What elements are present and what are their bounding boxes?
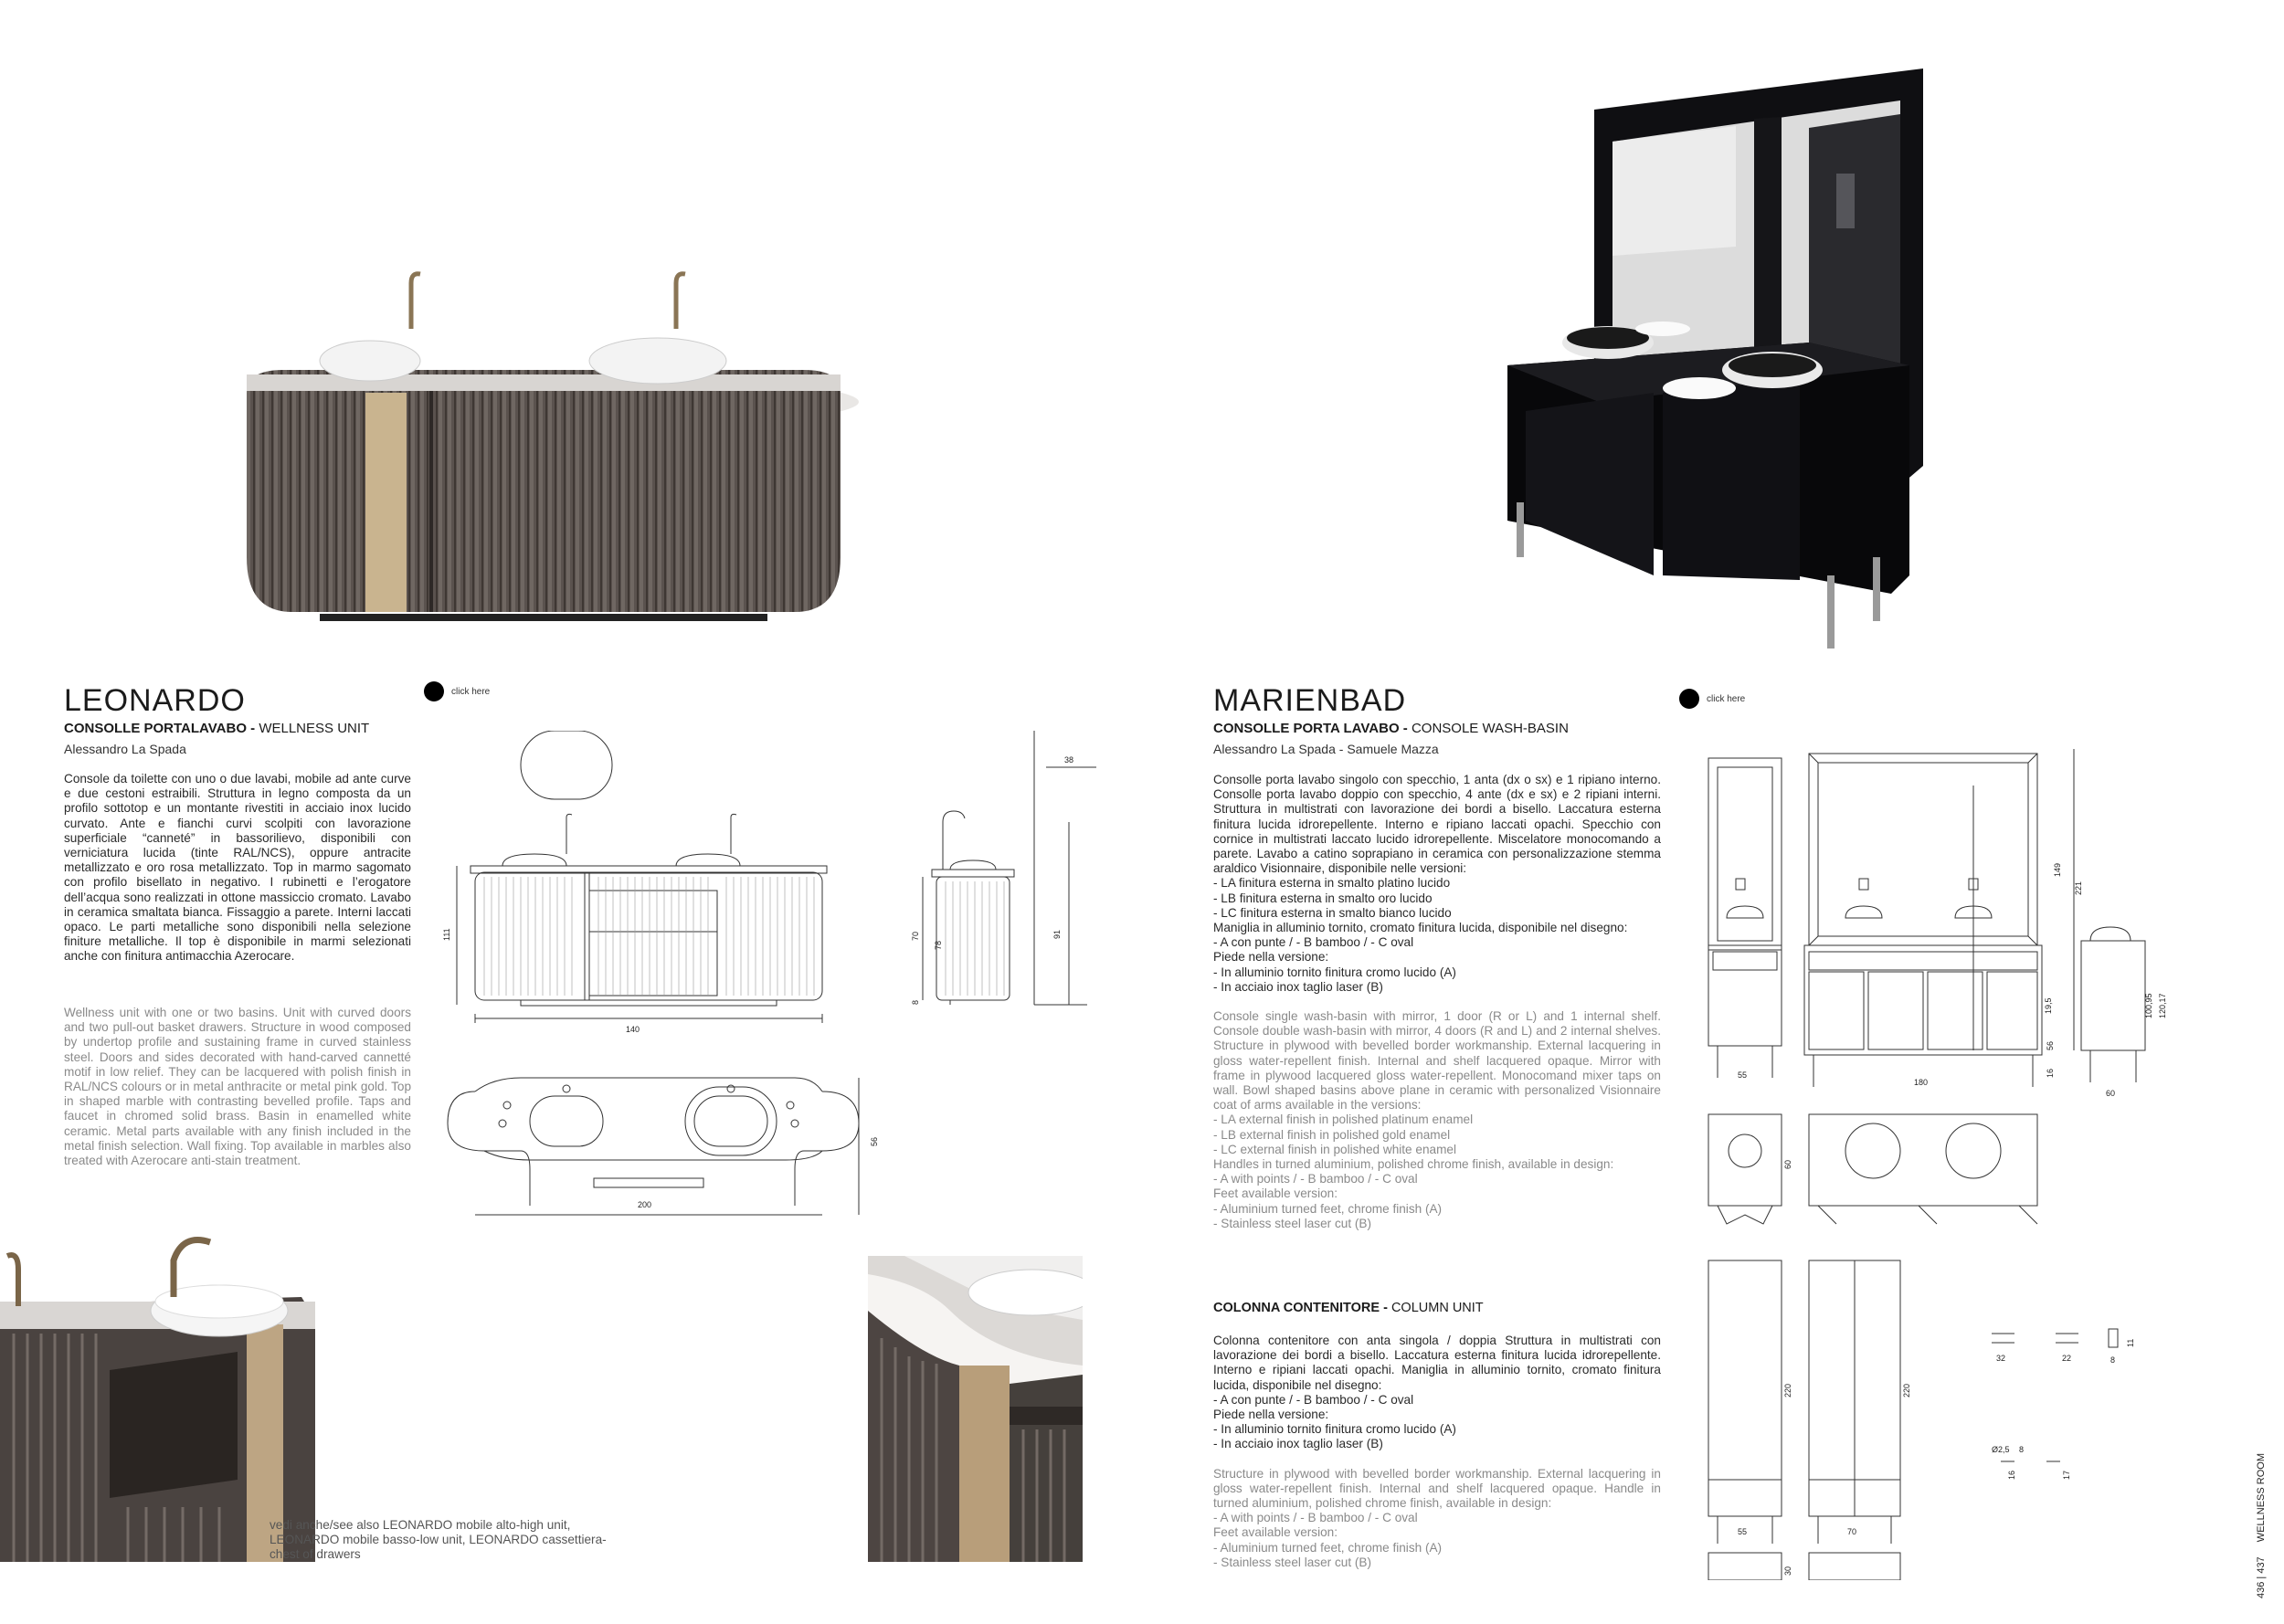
leonardo-detail-photo-right (868, 1256, 1083, 1562)
dim-200: 200 (638, 1200, 652, 1209)
marienbad-subtitle-bold: CONSOLLE PORTA LAVABO - (1213, 721, 1408, 736)
list-item: Maniglia in alluminio tornito, cromato finitura lucida, disponibile nel disegno: (1213, 921, 1628, 935)
dim-dia-2-5: Ø2,5 (1992, 1445, 2010, 1454)
leonardo-title: LEONARDO (64, 683, 246, 718)
dim-140: 140 (626, 1025, 640, 1034)
dim-8: 8 (911, 999, 920, 1005)
leonardo-technical-drawing (429, 731, 1105, 1224)
section-label: WELLNESS ROOM (2256, 1453, 2267, 1543)
list-item: - LC finitura esterna in smalto bianco lucido (1213, 905, 1452, 920)
dim-78: 78 (934, 940, 943, 950)
click-dot-icon (1679, 689, 1699, 709)
list-item: - A con punte / - B bamboo / - C oval (1213, 935, 1414, 950)
list-item: - LA finitura esterna in smalto platino lucido (1213, 876, 1451, 891)
list-item: Piede nella versione: (1213, 1408, 1329, 1422)
dim-56: 56 (870, 1136, 879, 1146)
dim-19-5: 19,5 (2044, 997, 2053, 1014)
leonardo-designer: Alessandro La Spada (64, 742, 186, 756)
dim-149: 149 (2053, 862, 2062, 877)
dim-111: 111 (442, 928, 451, 941)
column-description-en: Structure in plywood with bevelled border workmanship. External lacquering in gloss water-repellent finish. Internal and shelf lacquered opaque. Handle in turned aluminium, polished chrome finish, available in design: (1213, 1466, 1661, 1511)
dim-220-a: 220 (1783, 1383, 1792, 1397)
leonardo-subtitle (64, 721, 369, 736)
dim-91: 91 (1052, 929, 1062, 939)
list-item: - LC external finish in polished white enamel (1213, 1142, 1456, 1156)
dim-221: 221 (2074, 881, 2083, 895)
dim-32: 32 (1996, 1354, 2006, 1363)
click-dot-icon (424, 681, 444, 701)
dim-22: 22 (2062, 1354, 2072, 1363)
list-item: Feet available version: (1213, 1186, 1338, 1201)
list-item: Feet available version: (1213, 1525, 1338, 1540)
list-item: - In alluminio tornito finitura cromo lucido (A) (1213, 965, 1456, 979)
leonardo-click-label: click here (451, 686, 491, 697)
dim-depth-60: 60 (1783, 1159, 1792, 1169)
leonardo-subtitle-light: WELLNESS UNIT (255, 721, 370, 736)
list-item: - In acciaio inox taglio laser (B) (1213, 1437, 1383, 1451)
column-list-it (1213, 1393, 1661, 1452)
leonardo-description-en: Wellness unit with one or two basins. Unit with curved doors and two pull-out basket drawers. Structure in wood composed by undertop profile and sustaining frame in curved stainless steel. Doors and sides decorated with hand-carved cannetté motif in low relief. They can be lacquered with polish finish in RAL/NCS colours or in metal anthracite or metal pink gold. Top in shaped marble with contrasting bevelled profile. Taps and faucet in chromed solid brass. Basin in enamelled white ceramic. Metal parts available with any finish included in the metal finish selection. Wall fixing. Top available in marbles also treated with Azerocare anti-stain treatment. (64, 1006, 411, 1168)
page-numbers: 436 | 437 (2256, 1556, 2267, 1598)
leonardo-click-here-link[interactable] (424, 681, 490, 701)
dim-11: 11 (2126, 1338, 2135, 1347)
page-footer (2256, 1453, 2267, 1598)
list-item: Piede nella versione: (1213, 950, 1329, 965)
marienbad-click-label: click here (1707, 693, 1746, 704)
leonardo-description-it: Console da toilette con uno o due lavabi, mobile ad ante curve e due cestoni estraibili. Struttura in legno composta da un profilo sottotop e un montante rivestiti in acciaio inox lucido curvato. Ante e fianchi curvi scolpiti con lavorazione superficiale “canneté” in bassorilievo, disponibili con verniciatura lucida (tinte RAL/NCS), oppure antracite metallizzato e oro rosa metallizzato. Top in marmo sagomato con profilo bisellato in negativo. I rubinetti e l’erogatore dell’acqua sono realizzati in ottone massiccio cromato. Lavabo in ceramica smaltata bianca. Fissaggio a parete. Interni laccati opaco. Le parti metalliche sono disponibili nella selezione finiture metalliche. Il top è disponibile in marmi selezionati anche con finitura antimacchia Azerocare. (64, 772, 411, 964)
list-item: - Stainless steel laser cut (B) (1213, 1216, 1372, 1230)
dim-180: 180 (1914, 1078, 1929, 1087)
column-heading-bold: COLONNA CONTENITORE - (1213, 1301, 1388, 1315)
dim-16: 16 (2046, 1068, 2055, 1078)
column-list-en (1213, 1511, 1661, 1570)
dim-foot-17: 17 (2062, 1470, 2071, 1480)
dim-120-17: 120,17 (2158, 993, 2167, 1018)
dim-col-70: 70 (1847, 1527, 1857, 1536)
dim-70: 70 (911, 931, 920, 941)
dim-220-b: 220 (1902, 1383, 1911, 1397)
dim-foot-8: 8 (2019, 1445, 2025, 1454)
list-item: Handles in turned aluminium, polished chrome finish, available in design: (1213, 1157, 1614, 1172)
list-item: - In acciaio inox taglio laser (B) (1213, 979, 1383, 994)
dim-60: 60 (2106, 1089, 2116, 1098)
marienbad-description-en: Console single wash-basin with mirror, 1 door (R or L) and 1 internal shelf. Console double wash-basin with mirror, 4 doors (R and L) and 2 internal shelves. Structure in plywood with bevelled border workmanship. External lacquering in gloss water-repellent finish. Internal and shelf lacquered opaque. Mirror with frame in plywood lacquered gloss water-repellent. Monocomand mixer taps on wall. Bowl shaped basins above plane in ceramic with personalized Visionnaire coat of arms available in the versions: (1213, 1009, 1661, 1113)
dim-100-95: 100,95 (2144, 993, 2153, 1018)
dim-56: 56 (2046, 1040, 2055, 1050)
list-item: - Stainless steel laser cut (B) (1213, 1555, 1372, 1569)
dim-30: 30 (1783, 1566, 1792, 1576)
list-item: - Aluminium turned feet, chrome finish (A) (1213, 1540, 1443, 1555)
leonardo-subtitle-bold: CONSOLLE PORTALAVABO - (64, 721, 256, 736)
dim-55: 55 (1738, 1070, 1748, 1080)
list-item: - LA external finish in polished platinum enamel (1213, 1113, 1474, 1127)
marienbad-list-en (1213, 1113, 1661, 1231)
list-item: - LB finitura esterna in smalto oro lucido (1213, 891, 1433, 905)
dim-handle-8: 8 (2110, 1355, 2116, 1365)
marienbad-subtitle-light: CONSOLE WASH-BASIN (1407, 721, 1569, 736)
dim-col-55: 55 (1738, 1527, 1748, 1536)
marienbad-technical-drawing (1699, 749, 2211, 1580)
leonardo-product-image (228, 265, 868, 630)
list-item: - In alluminio tornito finitura cromo lucido (A) (1213, 1422, 1456, 1437)
marienbad-click-here-link[interactable] (1679, 689, 1745, 709)
marienbad-title: MARIENBAD (1213, 683, 1407, 718)
list-item: - A con punte / - B bamboo / - C oval (1213, 1392, 1414, 1407)
dim-foot-16: 16 (2007, 1470, 2016, 1480)
marienbad-designer: Alessandro La Spada - Samuele Mazza (1213, 742, 1439, 756)
list-item: - Aluminium turned feet, chrome finish (A) (1213, 1201, 1443, 1216)
marienbad-description-it: Consolle porta lavabo singolo con specchio, 1 anta (dx o sx) e 1 ripiano interno. Consolle porta lavabo doppio con specchio, 4 ante (dx e sx) e 2 ripiani interni. Struttura in multistrati con lavorazione dei bordi a bisello. Laccatura esterna finitura lucida idrorepellente. Interno e ripiano laccati opachi. Specchio con cornice in multistrati laccato lucido idrorepellente. Miscelatore monocomando a parete. Lavabo a catino soprapiano in ceramica con personalizzazione stemma araldico Visionnaire, disponibile nelle versioni: (1213, 773, 1661, 876)
column-unit-description-block (1213, 1334, 1661, 1570)
leonardo-detail-photo-left (0, 1233, 329, 1562)
dim-38: 38 (1064, 755, 1074, 765)
marienbad-product-image (1507, 64, 1928, 658)
list-item: - A with points / - B bamboo / - C oval (1213, 1172, 1418, 1186)
leonardo-see-also: vedi anche/see also LEONARDO mobile alto-high unit, LEONARDO mobile basso-low unit, LEONARDO cassettiera-chest of drawers (270, 1518, 607, 1561)
column-unit-heading (1213, 1301, 1484, 1315)
column-heading-light: COLUMN UNIT (1387, 1301, 1484, 1315)
marienbad-description-block (1213, 773, 1661, 1231)
list-item: - A with points / - B bamboo / - C oval (1213, 1511, 1418, 1525)
marienbad-list-it (1213, 876, 1661, 995)
list-item: - LB external finish in polished gold enamel (1213, 1127, 1451, 1142)
column-description-it: Colonna contenitore con anta singola / doppia Struttura in multistrati con lavorazione dei bordi a bisello. Laccatura esterna finitura lucida idrorepellente. Interno e ripiani laccati opachi. Maniglia in alluminio tornito, cromato finitura lucida, disponibile nel disegno: (1213, 1334, 1661, 1392)
marienbad-subtitle (1213, 721, 1569, 736)
